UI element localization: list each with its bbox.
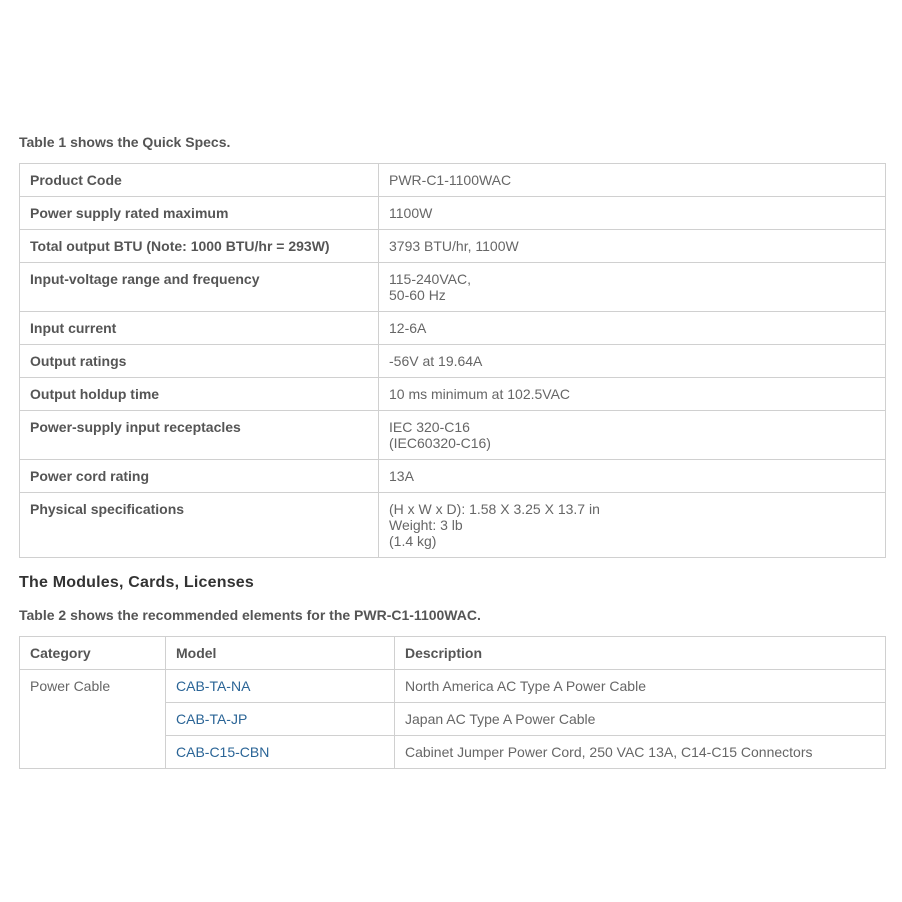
- category-cell: Power Cable: [20, 670, 166, 769]
- table-row: [20, 263, 886, 312]
- model-link[interactable]: CAB-TA-NA: [176, 678, 251, 694]
- spec-label: Physical specifications: [20, 493, 379, 558]
- spec-label: Power supply rated maximum: [20, 197, 379, 230]
- spec-value-line: 12-6A: [389, 320, 427, 336]
- table-row: [20, 460, 886, 493]
- table-row: [20, 670, 886, 703]
- spec-label: Output ratings: [20, 345, 379, 378]
- column-header-category: Category: [20, 637, 166, 670]
- spec-label: Input-voltage range and frequency: [20, 263, 379, 312]
- spec-label: Total output BTU (Note: 1000 BTU/hr = 293W): [20, 230, 379, 263]
- model-cell: [166, 736, 395, 769]
- model-link[interactable]: CAB-C15-CBN: [176, 744, 270, 760]
- table2-intro: Table 2 shows the recommended elements for the PWR-C1-1100WAC.: [19, 607, 481, 623]
- model-link[interactable]: CAB-TA-JP: [176, 711, 248, 727]
- spec-value-line: 3793 BTU/hr, 1100W: [389, 238, 519, 254]
- table-row: [20, 345, 886, 378]
- spec-value-line: (IEC60320-C16): [389, 435, 491, 451]
- spec-label: Input current: [20, 312, 379, 345]
- description-cell: Cabinet Jumper Power Cord, 250 VAC 13A, C14-C15 Connectors: [395, 736, 886, 769]
- spec-label: Output holdup time: [20, 378, 379, 411]
- table1-intro: Table 1 shows the Quick Specs.: [19, 134, 231, 150]
- spec-value: [379, 197, 886, 230]
- spec-value-line: 115-240VAC,: [389, 271, 471, 287]
- description-cell: Japan AC Type A Power Cable: [395, 703, 886, 736]
- table-row: [20, 230, 886, 263]
- spec-value-line: IEC 320-C16: [389, 419, 470, 435]
- spec-label: Power cord rating: [20, 460, 379, 493]
- spec-value: [379, 460, 886, 493]
- recommended-elements-table: [19, 636, 886, 769]
- model-cell: [166, 670, 395, 703]
- spec-value: [379, 345, 886, 378]
- spec-value: [379, 411, 886, 460]
- spec-label: Power-supply input receptacles: [20, 411, 379, 460]
- spec-value: [379, 493, 886, 558]
- table-row: [20, 312, 886, 345]
- spec-label: Product Code: [20, 164, 379, 197]
- spec-value-line: Weight: 3 lb: [389, 517, 463, 533]
- table-row: [20, 493, 886, 558]
- table-row: [20, 197, 886, 230]
- spec-value-line: 13A: [389, 468, 414, 484]
- table-header-row: [20, 637, 886, 670]
- spec-value: [379, 230, 886, 263]
- quick-specs-table: [19, 163, 886, 558]
- spec-value: [379, 312, 886, 345]
- spec-value: [379, 378, 886, 411]
- spec-value-line: 50-60 Hz: [389, 287, 446, 303]
- table-row: [20, 411, 886, 460]
- spec-value-line: 10 ms minimum at 102.5VAC: [389, 386, 571, 402]
- description-cell: North America AC Type A Power Cable: [395, 670, 886, 703]
- spec-value-line: 1100W: [389, 205, 433, 221]
- column-header-description: Description: [395, 637, 886, 670]
- table-row: [20, 164, 886, 197]
- table-row: [20, 378, 886, 411]
- spec-value: [379, 263, 886, 312]
- column-header-model: Model: [166, 637, 395, 670]
- spec-value: [379, 164, 886, 197]
- spec-value-line: (1.4 kg): [389, 533, 437, 549]
- model-cell: [166, 703, 395, 736]
- spec-value-line: PWR-C1-1100WAC: [389, 172, 512, 188]
- section-heading: The Modules, Cards, Licenses: [19, 574, 254, 591]
- spec-value-line: -56V at 19.64A: [389, 353, 483, 369]
- spec-value-line: (H x W x D): 1.58 X 3.25 X 13.7 in: [389, 501, 600, 517]
